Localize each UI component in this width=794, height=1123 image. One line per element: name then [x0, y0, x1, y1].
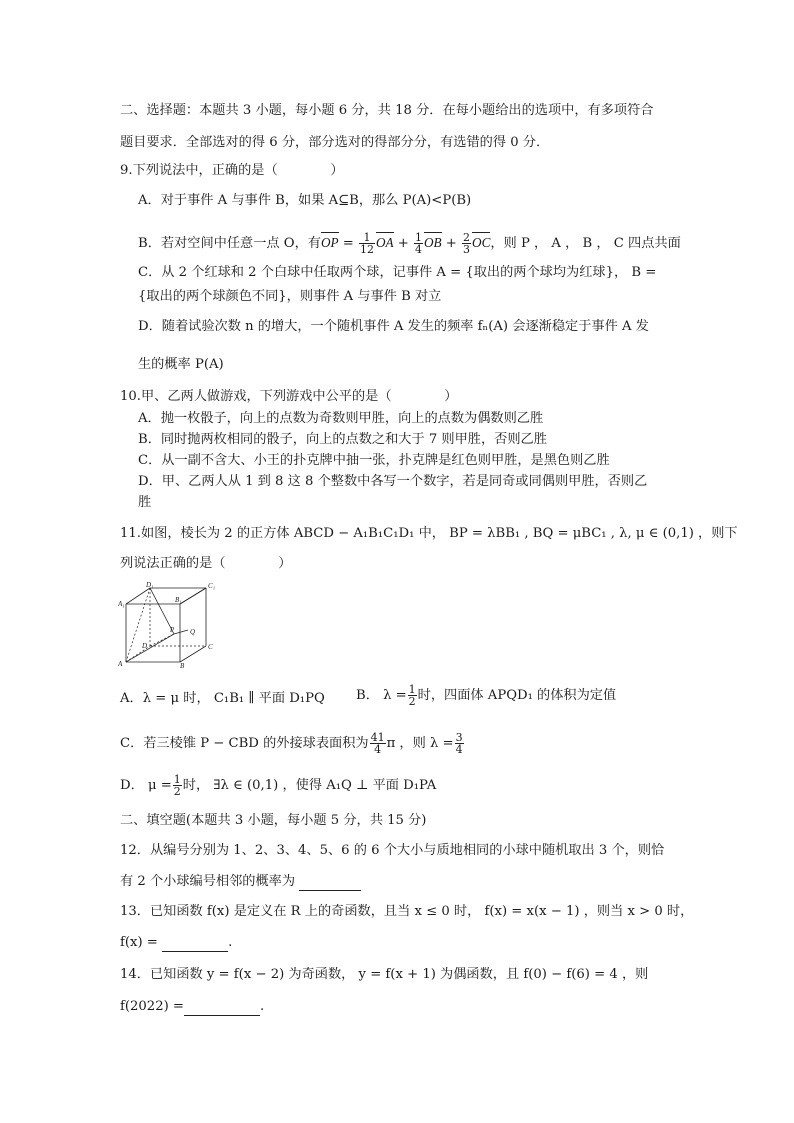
question-12-line2: 有 2 个小球编号相邻的概率为 — [120, 873, 361, 891]
question-14-line2: f(2022) = . — [120, 999, 265, 1014]
point-label-p: P — [170, 626, 175, 634]
question-11-option-d: D． μ = $\frac{1}{2}$ 时， ∃λ ∈ (0,1) ，使得 A₁Q ⊥ 平面 D₁PA — [120, 773, 437, 798]
section-title-fill-in: 二、填空题(本题共 3 小题，每小题 5 分，共 15 分) — [120, 813, 427, 828]
point-label-q: Q — [190, 628, 196, 636]
question-9-option-a: A．对于事件 A 与事件 B，如果 A⊆B，那么 P(A)<P(B) — [138, 193, 472, 208]
section-instructions: 题目要求．全部选对的得 6 分，部分选对的得部分分，有选错的得 0 分． — [120, 135, 550, 150]
cube-figure — [118, 582, 226, 668]
question-10-option-c: C．从一副不含大、小王的扑克牌中抽一张，扑克牌是红色则甲胜，是黑色则乙胜 — [138, 453, 610, 468]
answer-blank[interactable] — [162, 937, 228, 952]
fraction: $\frac{1}{2}$ — [408, 683, 416, 708]
question-11-option-a: A．λ = μ 时， C₁B₁ ∥ 平面 D₁PQ — [120, 691, 325, 706]
question-11-stem-line2: 列说法正确的是（ ） — [120, 556, 292, 571]
question-10-option-d-line1: D．甲、乙两人从 1 到 8 这 8 个整数中各写一个数字，若是同奇或同偶则甲胜，否则乙 — [138, 474, 648, 489]
question-9-option-b: B．若对空间中任意一点 O，有OP = $\frac{1}{12}$ OA + $\frac{1}{4}$ OB + $\frac{2}{3}$ OC，则 P ， A ， B ， C 四点共面 — [138, 231, 681, 256]
vertex-label-c1: C₁ — [208, 582, 216, 590]
question-9-option-d-line1: D．随着试验次数 n 的增大，一个随机事件 A 发生的频率 fₙ(A) 会逐渐稳定于事件 A 发 — [138, 319, 649, 334]
vertex-label-b: B — [180, 662, 185, 668]
question-12-line1: 12．从编号分别为 1、2、3、4、5、6 的 6 个大小与质地相同的小球中随机取出 3 个，则恰 — [120, 843, 665, 858]
question-11-stem-line1: 11.如图，棱长为 2 的正方体 ABCD − A₁B₁C₁D₁ 中， BP = λBB₁ , BQ = μBC₁ , λ, μ ∈ (0,1) ，则下 — [120, 526, 738, 541]
question-10-option-b: B．同时抛两枚相同的骰子，向上的点数之和大于 7 则甲胜，否则乙胜 — [138, 432, 547, 447]
vector-oc: OC — [472, 235, 491, 250]
answer-blank[interactable] — [184, 1001, 260, 1016]
vector-oa: OA — [375, 235, 394, 250]
question-11-option-b: B． λ = $\frac{1}{2}$ 时，四面体 APQD₁ 的体积为定值 — [356, 683, 617, 708]
fraction: $\frac{2}{3}$ — [463, 231, 471, 256]
fraction: $\frac{3}{4}$ — [455, 731, 463, 756]
fraction: $\frac{41}{4}$ — [370, 731, 385, 756]
question-10-option-d-line2: 胜 — [138, 495, 152, 510]
question-10-option-a: A．抛一枚骰子，向上的点数为奇数则甲胜，向上的点数为偶数则乙胜 — [138, 411, 544, 426]
vertex-label-a1: A₁ — [118, 600, 125, 608]
question-9-stem: 9.下列说法中，正确的是（ ） — [120, 163, 344, 178]
fraction: $\frac{1}{12}$ — [359, 231, 374, 256]
cube-hidden-edges — [126, 588, 206, 662]
cube-edges — [126, 588, 206, 662]
fraction: $\frac{1}{4}$ — [415, 231, 423, 256]
vertex-label-d1: D₁ — [146, 582, 154, 589]
vertex-label-c: C — [208, 643, 213, 651]
question-9-option-c-line2: {取出的两个球颜色不同}，则事件 A 与事件 B 对立 — [138, 289, 442, 304]
answer-blank[interactable] — [299, 876, 361, 891]
question-13-line1: 13．已知函数 f(x) 是定义在 R 上的奇函数，且当 x ≤ 0 时， f(x) = x(x − 1) ，则当 x > 0 时， — [120, 904, 694, 919]
fraction: $\frac{1}{2}$ — [173, 773, 181, 798]
vector-ob: OB — [424, 235, 442, 250]
question-11-option-c: C．若三棱锥 P − CBD 的外接球表面积为 $\frac{41}{4}$ π ，则 λ = $\frac{3}{4}$ — [120, 731, 463, 756]
question-10-stem: 10.甲、乙两人做游戏，下列游戏中公平的是（ ） — [120, 389, 458, 404]
question-9-option-c-line1: C．从 2 个红球和 2 个白球中任取两个球，记事件 A = {取出的两个球均为红球}， B = — [138, 265, 657, 280]
vector-op: OP — [320, 235, 339, 250]
question-13-line2: f(x) = . — [120, 935, 233, 950]
vertex-label-b1: B₁ — [175, 596, 182, 604]
section-title-multiple-choice: 二、选择题：本题共 3 小题，每小题 6 分，共 18 分．在每小题给出的选项中，有多项符合 — [120, 103, 654, 118]
vertex-label-a: A — [118, 660, 123, 668]
question-9-option-d-line2: 生的概率 P(A) — [138, 357, 224, 372]
question-14-line1: 14．已知函数 y = f(x − 2) 为奇函数， y = f(x + 1) 为偶函数，且 f(0) − f(6) = 4 ，则 — [120, 967, 649, 982]
vertex-label-d: D — [142, 642, 148, 650]
